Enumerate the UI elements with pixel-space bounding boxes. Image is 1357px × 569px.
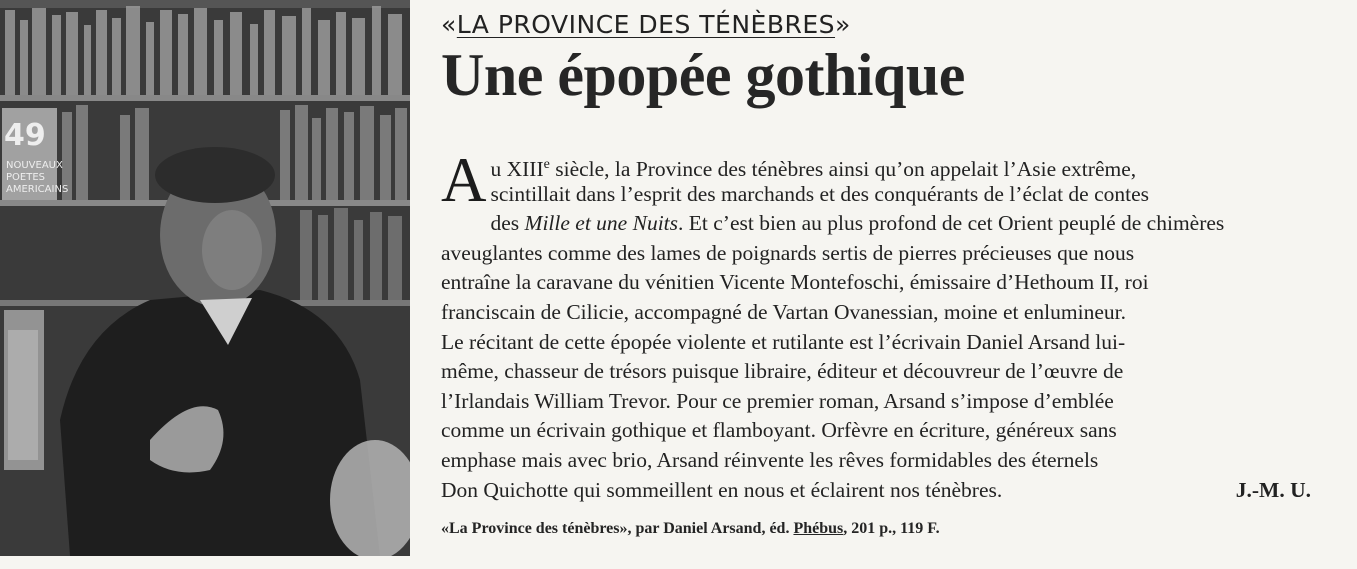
kicker-title: LA PROVINCE DES TÉNÈBRES: [456, 10, 836, 39]
article-line: Don Quichotte qui sommeillent en nous et éclairent nos ténèbres. J.-M. U.: [441, 476, 1341, 506]
article-line: entraîne la caravane du vénitien Vicente Montefoschi, émissaire d’Hethoum II, roi: [441, 270, 1149, 295]
article-body: [441, 145, 1341, 505]
svg-text:AMERICAINS: AMERICAINS: [6, 184, 69, 195]
publisher-name: Phébus: [793, 520, 844, 537]
headline: Une épopée gothique: [441, 42, 965, 108]
article-line: des Mille et une Nuits. Et c’est bien au plus profond de cet Orient peuplé de chimères: [490, 211, 1225, 236]
svg-text:49: 49: [4, 118, 46, 153]
author-signature: J.-M. U.: [1235, 477, 1311, 502]
svg-text:NOUVEAUX: NOUVEAUX: [6, 160, 63, 171]
article-line: l’Irlandais William Trevor. Pour ce premier roman, Arsand s’impose d’emblée: [441, 388, 1114, 413]
author-portrait-photo: [0, 0, 410, 556]
article-line: emphase mais avec brio, Arsand réinvente les rêves formidables des éternels: [441, 447, 1099, 472]
kicker: «LA PROVINCE DES TÉNÈBRES»: [441, 10, 851, 39]
author-photo: [0, 0, 410, 556]
article-line: Le récitant de cette épopée violente et rutilante est l’écrivain Daniel Arsand lui-: [441, 329, 1126, 354]
article-line: comme un écrivain gothique et flamboyant. Orfèvre en écriture, généreux sans: [441, 418, 1117, 443]
book-title-italic: Mille et une Nuits: [524, 211, 679, 236]
book-caption: «La Province des ténèbres», par Daniel Arsand, éd. Phébus, 201 p., 119 F.: [441, 520, 940, 537]
header: [441, 8, 1341, 108]
drop-cap: A: [441, 145, 487, 215]
article-line: scintillait dans l’esprit des marchands et des conquérants de l’éclat de contes: [490, 181, 1150, 206]
article-line: aveuglantes comme des lames de poignards sertis de pierres précieuses que nous: [441, 240, 1135, 265]
article-line: u XIIIe siècle, la Province des ténèbres ainsi qu’on appelait l’Asie extrême,: [490, 157, 1137, 182]
svg-text:POETES: POETES: [6, 172, 45, 183]
article-line: franciscain de Cilicie, accompagné de Vartan Ovanessian, moine et enlumineur.: [441, 299, 1126, 324]
article-line: même, chasseur de trésors puisque libraire, éditeur et découvreur de l’œuvre de: [441, 359, 1124, 384]
